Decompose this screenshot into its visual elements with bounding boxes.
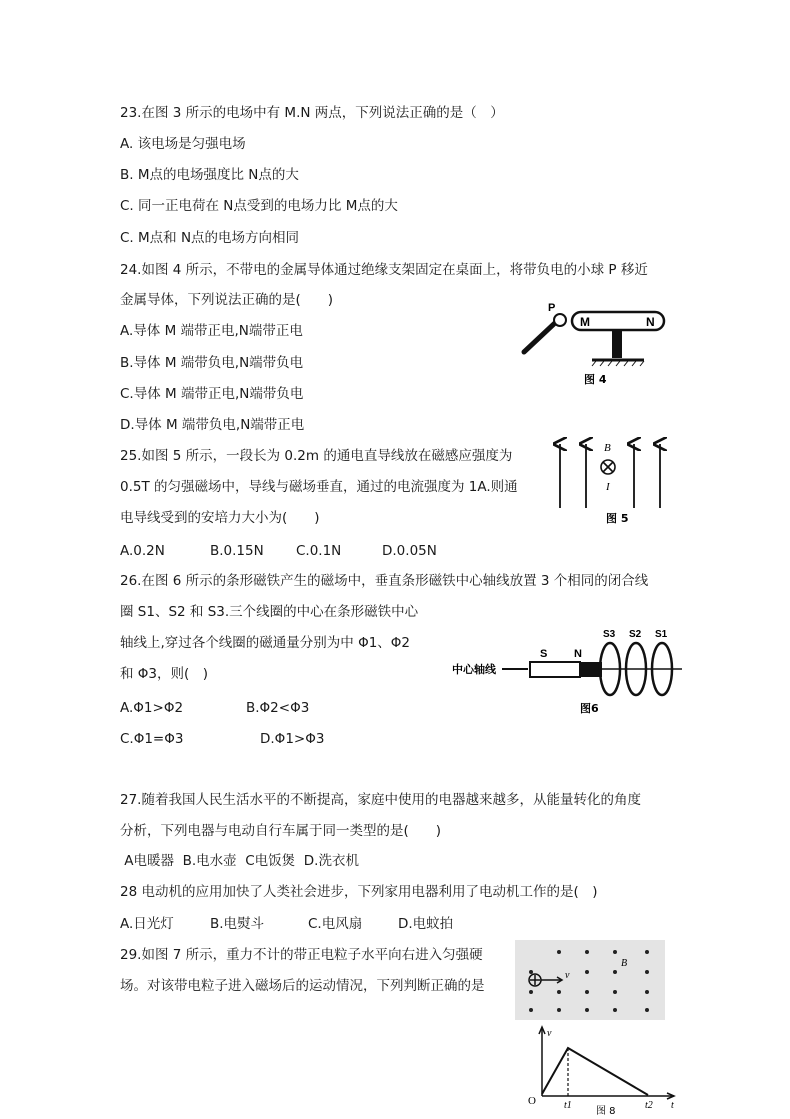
- figure-5-caption: 图 5: [606, 512, 629, 525]
- figure-8-vt-graph: [514, 1024, 679, 1118]
- q24-stem-line2: 金属导体，下列说法正确的是( ): [120, 292, 334, 308]
- q28-stem: 28 电动机的应用加快了人类社会进步，下列家用电器利用了电动机工作的是( ): [120, 884, 598, 900]
- q25-option-a: A.0.2N: [120, 543, 165, 559]
- label-s1: S1: [655, 629, 668, 640]
- insulating-rod: [524, 322, 556, 352]
- q28-option-a: A.日光灯: [120, 916, 174, 932]
- q26-stem-line4: 和 Φ3，则( ): [120, 666, 209, 682]
- q28-option-c: C.电风扇: [308, 916, 363, 932]
- figure-7-magnetic-field-dots: [515, 940, 665, 1020]
- q24-option-c: C.导体 M 端带正电,N端带负电: [120, 386, 304, 402]
- label-n: N: [646, 315, 655, 329]
- figure-4-caption: 图 4: [584, 373, 607, 386]
- q27-options: A电暖器 B.电水壶 C电饭煲 D.洗衣机: [120, 853, 359, 869]
- q23-option-d: C. M点和 N点的电场方向相同: [120, 230, 300, 246]
- q26-stem-line1: 26.在图 6 所示的条形磁铁产生的磁场中，垂直条形磁铁中心轴线放置 3 个相同的闭合线: [120, 573, 649, 589]
- label-n: N: [574, 648, 582, 660]
- label-v-axis: v: [547, 1028, 552, 1039]
- q25-stem-line3: 电导线受到的安培力大小为( ): [120, 510, 320, 526]
- q24-option-a: A.导体 M 端带正电,N端带正电: [120, 323, 303, 339]
- q25-option-c: C.0.1N: [296, 543, 342, 559]
- q23-option-b: B. M点的电场强度比 N点的大: [120, 167, 299, 183]
- q29-stem-line2: 场。对该带电粒子进入磁场后的运动情况，下列判断正确的是: [120, 978, 485, 994]
- label-s3: S3: [603, 629, 616, 640]
- label-m: M: [580, 315, 590, 329]
- label-i: I: [606, 481, 610, 493]
- q26-stem-line2: 圈 S1、S2 和 S3.三个线圈的中心在条形磁铁中心: [120, 604, 419, 620]
- q24-stem-line1: 24.如图 4 所示，不带电的金属导体通过绝缘支架固定在桌面上，将带负电的小球 P 移近: [120, 262, 648, 278]
- magnet-s-pole: [530, 662, 580, 677]
- vt-curve: [542, 1048, 648, 1095]
- q25-stem-line1: 25.如图 5 所示，一段长为 0.2m 的通电直导线放在磁感应强度为: [120, 448, 513, 464]
- label-origin: O: [528, 1095, 536, 1107]
- figure-8-caption: 图 8: [596, 1106, 616, 1117]
- q26-option-c: C.Φ1=Φ3: [120, 731, 184, 747]
- q25-stem-line2: 0.5T 的匀强磁场中，导线与磁场垂直，通过的电流强度为 1A.则通: [120, 479, 518, 495]
- q23-stem: 23.在图 3 所示的电场中有 M.N 两点，下列说法正确的是（ ）: [120, 105, 504, 121]
- label-s: S: [540, 648, 548, 660]
- q23-option-c: C. 同一正电荷在 N点受到的电场力比 M点的大: [120, 198, 398, 214]
- figure-6-caption: 图6: [580, 702, 599, 715]
- q28-option-b: B.电熨斗: [210, 916, 265, 932]
- charged-ball-p: [554, 314, 566, 326]
- q24-option-b: B.导体 M 端带负电,N端带负电: [120, 355, 304, 371]
- q25-option-d: D.0.05N: [382, 543, 437, 559]
- figure-5-magnetic-field: [548, 436, 688, 526]
- q28-option-d: D.电蚊拍: [398, 916, 454, 932]
- q26-option-d: D.Φ1>Φ3: [260, 731, 325, 747]
- label-t-axis: t: [671, 1100, 674, 1111]
- label-t1: t1: [564, 1100, 572, 1111]
- q24-option-d: D.导体 M 端带负电,N端带正电: [120, 417, 305, 433]
- q25-option-b: B.0.15N: [210, 543, 264, 559]
- magnet-n-pole: [580, 662, 602, 677]
- figure-6-bar-magnet: [450, 624, 695, 716]
- q29-stem-line1: 29.如图 7 所示，重力不计的带正电粒子水平向右进入匀强硬: [120, 947, 483, 963]
- q26-options-row1: [120, 699, 309, 717]
- q27-stem-line2: 分析，下列电器与电动自行车属于同一类型的是( ): [120, 823, 442, 839]
- q27-stem-line1: 27.随着我国人民生活水平的不断提高，家庭中使用的电器越来越多，从能量转化的角度: [120, 792, 641, 808]
- q23-option-a: A. 该电场是匀强电场: [120, 136, 246, 152]
- axis-label: 中心轴线: [452, 663, 496, 676]
- q26-option-b: B.Φ2<Φ3: [246, 700, 310, 716]
- label-v: v: [565, 970, 570, 981]
- label-b: B: [621, 958, 628, 969]
- insulating-stand: [612, 330, 622, 358]
- q25-options: [120, 542, 437, 560]
- q26-stem-line3: 轴线上,穿过各个线圈的磁通量分别为中 Φ1、Φ2: [120, 635, 411, 651]
- q28-options: [120, 915, 453, 933]
- figure-4-conductor: [520, 300, 675, 390]
- label-b: B: [604, 442, 611, 454]
- label-t2: t2: [645, 1100, 653, 1111]
- label-p: P: [548, 302, 556, 314]
- q26-option-a: A.Φ1>Φ2: [120, 700, 184, 716]
- label-s2: S2: [629, 629, 642, 640]
- q26-options-row2: [120, 730, 324, 748]
